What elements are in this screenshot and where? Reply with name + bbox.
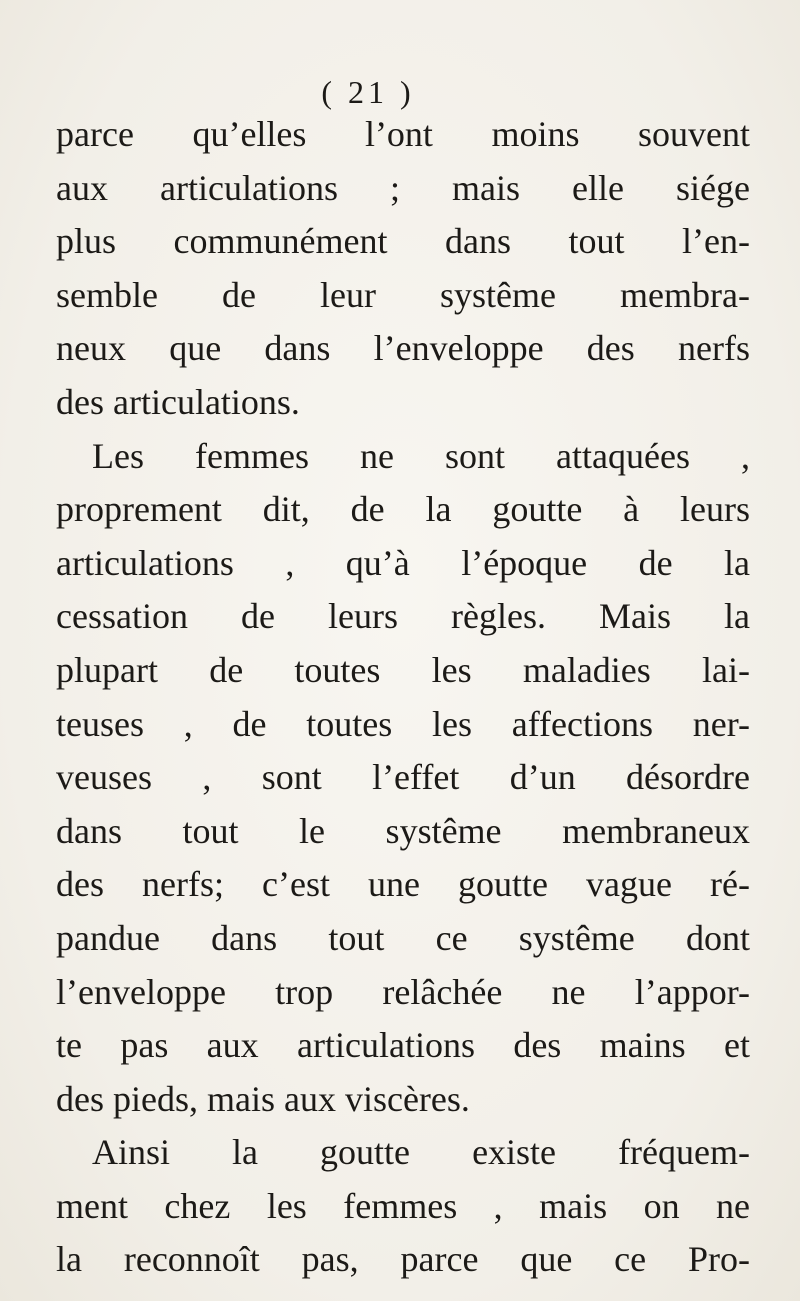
text-line: plus communément dans tout l’en-	[56, 221, 750, 262]
paragraph-start-line: Ainsi la goutte existe fréquem-	[92, 1132, 750, 1173]
text-line: des nerfs; c’est une goutte vague ré-	[56, 864, 750, 905]
text-line: des articulations.	[56, 381, 300, 422]
paragraph-start-line: Les femmes ne sont attaquées ,	[92, 435, 750, 476]
text-line: articulations , qu’à l’époque de la	[56, 542, 750, 583]
text-line: teuses , de toutes les affections ner-	[56, 703, 750, 744]
text-line: proprement dit, de la goutte à leurs	[56, 489, 750, 530]
text-line: neux que dans l’enveloppe des nerfs	[56, 328, 750, 369]
text-line: dans tout le systême membraneux	[56, 810, 750, 851]
text-line: veuses , sont l’effet d’un désordre	[56, 757, 750, 798]
text-line: pandue dans tout ce systême dont	[56, 917, 750, 958]
text-line: plupart de toutes les maladies lai-	[56, 649, 750, 690]
text-line: parce qu’elles l’ont moins souvent	[56, 114, 750, 154]
text-line: ment chez les femmes , mais on ne	[56, 1185, 750, 1226]
text-line: des pieds, mais aux viscères.	[56, 1078, 470, 1119]
text-line: semble de leur systême membra-	[56, 274, 750, 315]
text-line: l’enveloppe trop relâchée ne l’appor-	[56, 971, 750, 1012]
text-line: aux articulations ; mais elle siége	[56, 167, 750, 208]
text-line: la reconnoît pas, parce que ce Pro-	[56, 1239, 750, 1280]
text-line: te pas aux articulations des mains et	[56, 1025, 750, 1066]
body-text	[56, 108, 750, 1287]
page-number: ( 21 )	[321, 74, 415, 110]
text-line: cessation de leurs règles. Mais la	[56, 596, 750, 637]
